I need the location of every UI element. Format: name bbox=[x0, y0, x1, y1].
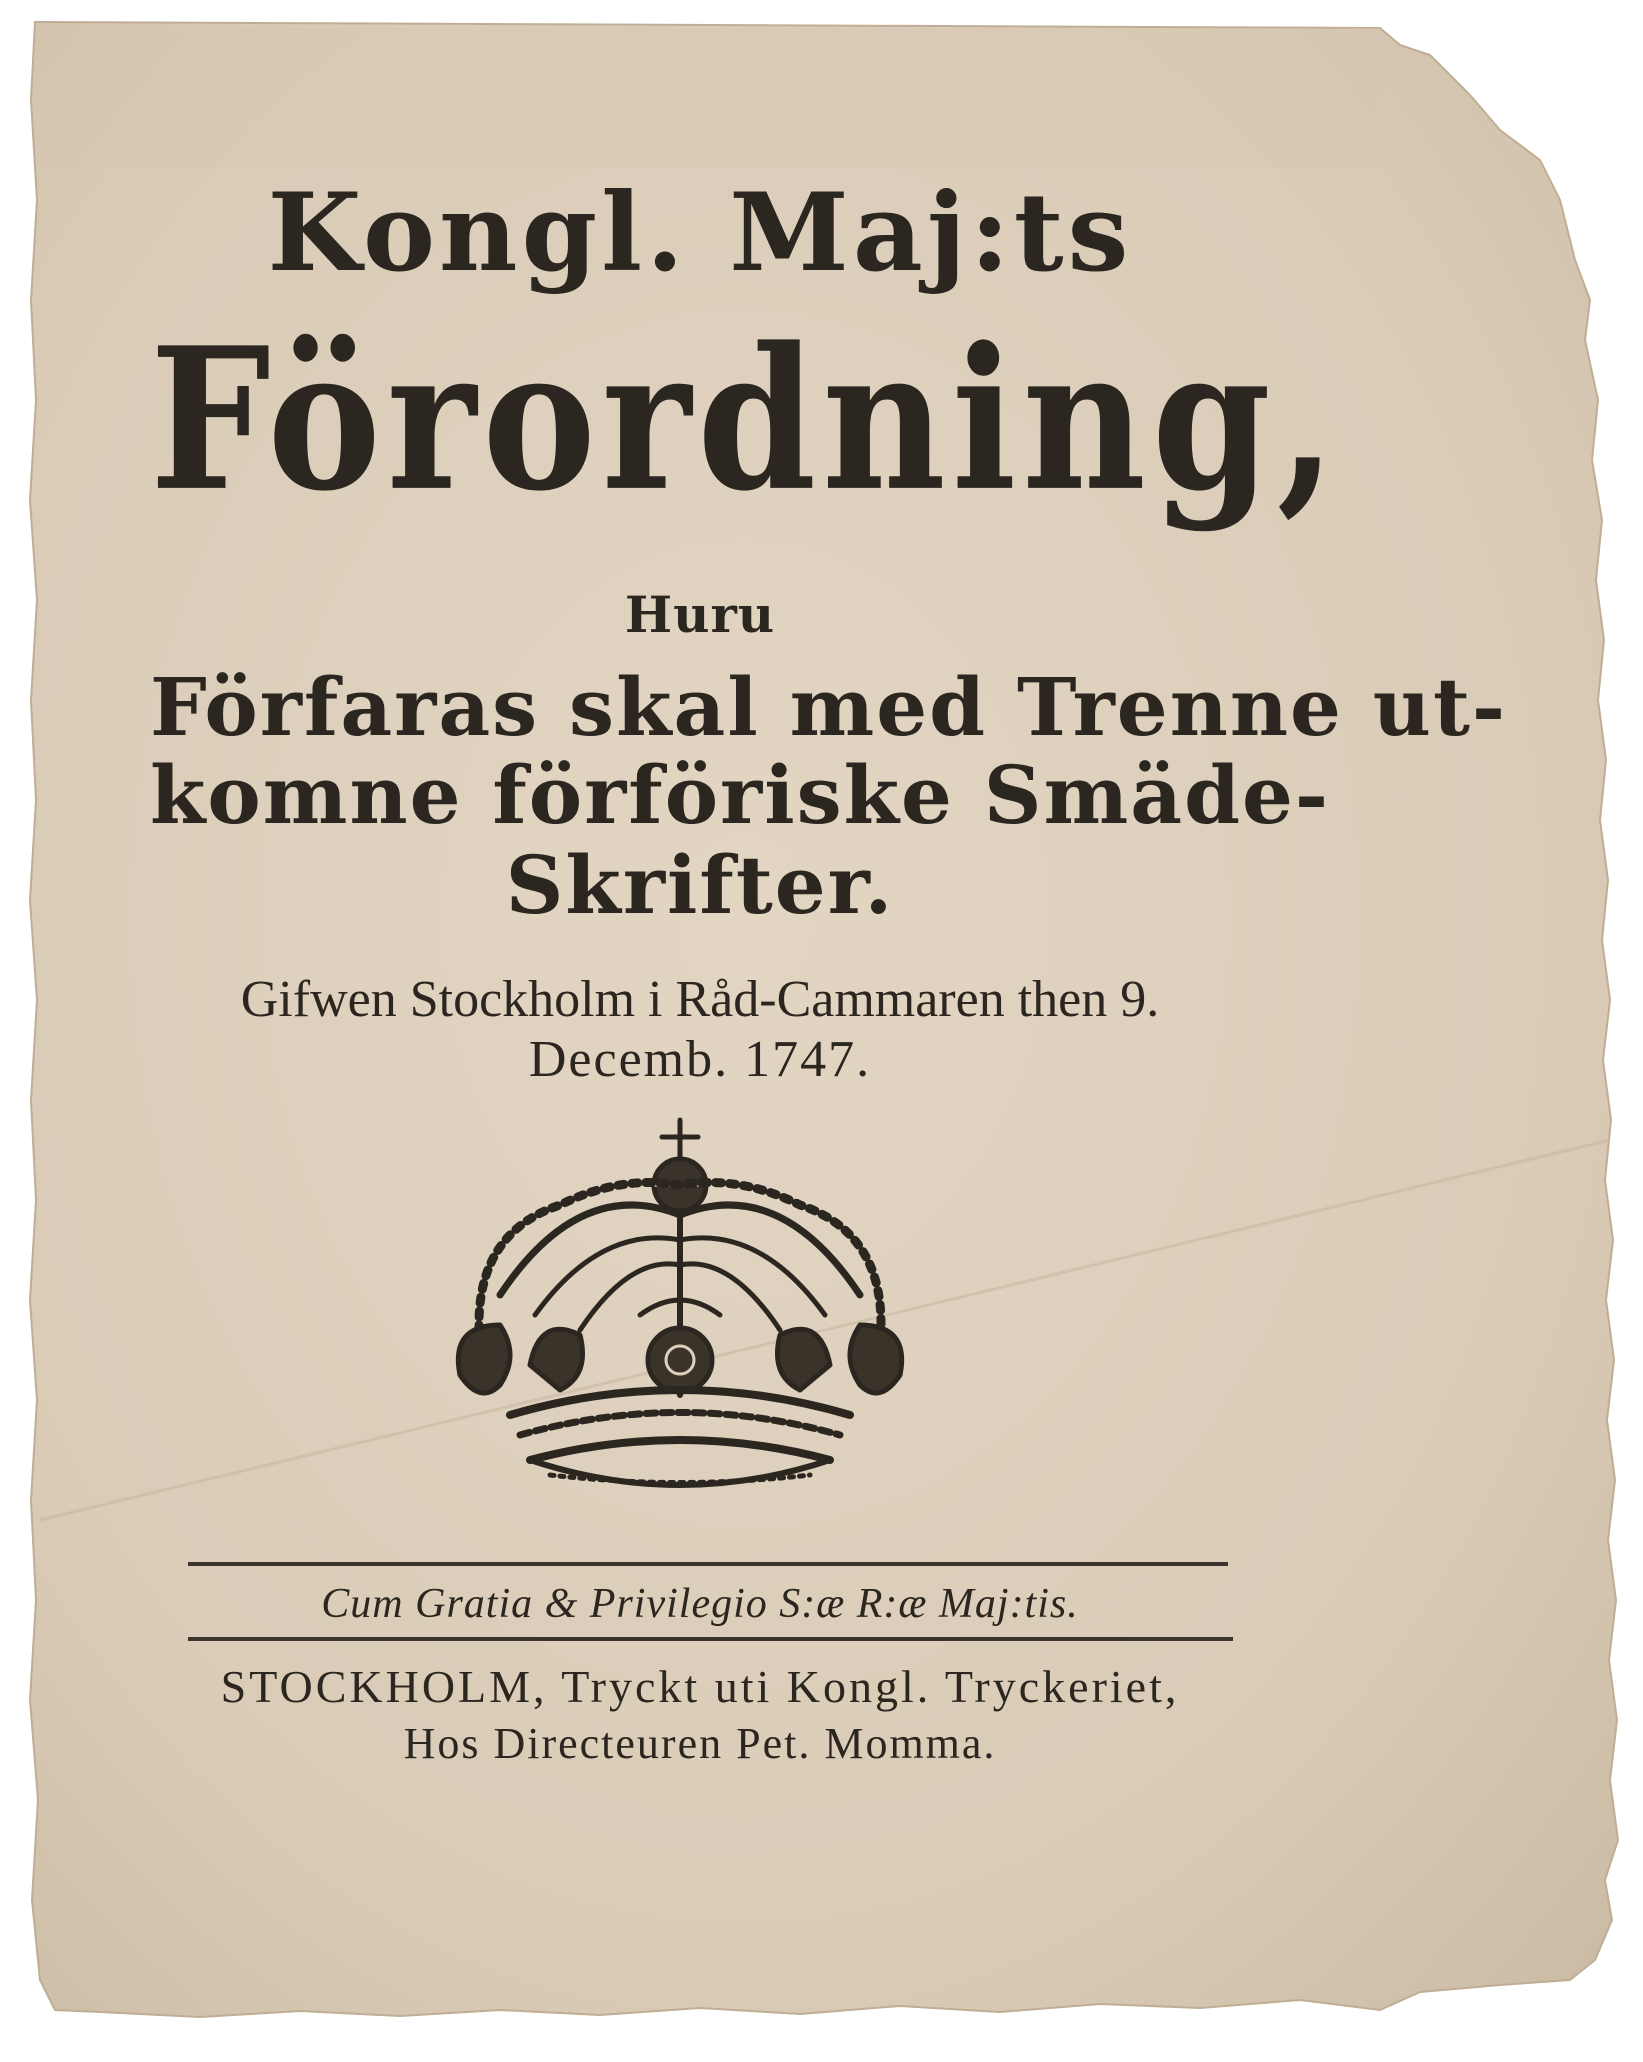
divider-top bbox=[188, 1562, 1228, 1566]
body-line-1: Förfaras skal med Trenne ut- bbox=[150, 660, 1508, 754]
divider-bottom bbox=[188, 1637, 1233, 1641]
body-line-3: Skrifter. bbox=[505, 838, 895, 932]
date-line-2: Decemb. 1747. bbox=[528, 1031, 872, 1088]
printer-line-1: STOCKHOLM, Tryckt uti Kongl. Tryckeriet, bbox=[220, 1661, 1180, 1712]
huru-line: Huru bbox=[624, 585, 776, 644]
title-line-2: Förordning, bbox=[150, 305, 1343, 535]
crown-icon bbox=[440, 1115, 920, 1495]
printer-line-2: Hos Directeuren Pet. Momma. bbox=[403, 1719, 997, 1768]
title-line-1: Kongl. Maj:ts bbox=[267, 170, 1133, 296]
privilege-line: Cum Gratia & Privilegio S:æ R:æ Maj:tis. bbox=[321, 1581, 1079, 1627]
date-line-1: Gifwen Stockholm i Råd-Cammaren then 9. bbox=[240, 971, 1160, 1028]
body-line-2: komne förföriske Smäde- bbox=[150, 748, 1331, 842]
